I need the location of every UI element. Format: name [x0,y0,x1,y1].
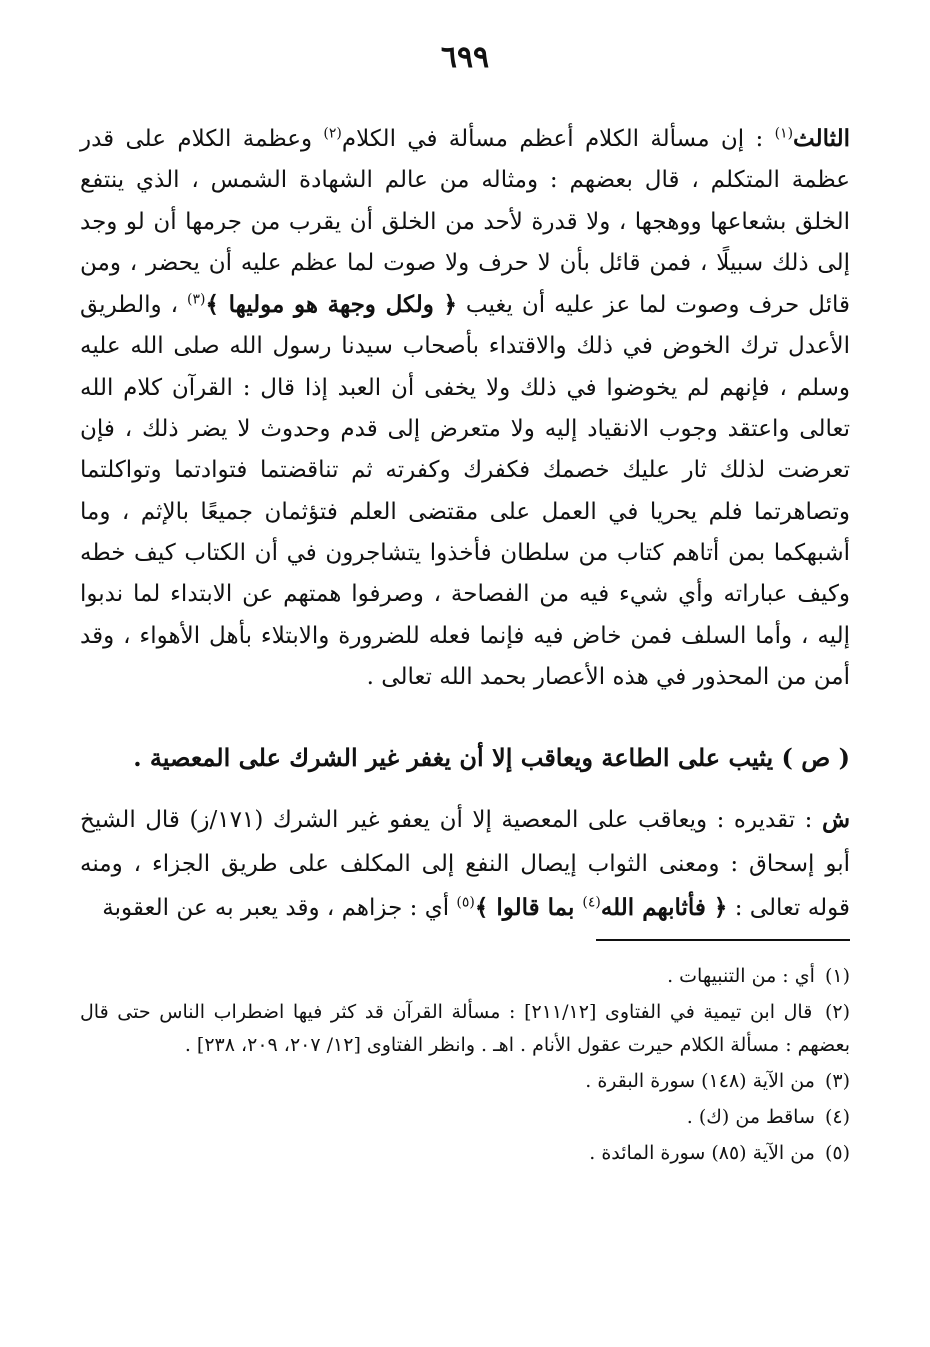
footnote-text: قال ابن تيمية في الفتاوى [٢١١/١٢] : مسألة القرآن قد كثر فيها اضطراب الناس حتى قال بعضهم : مسألة الكلام حيرت عقول الأنام . اهـ . وانظر الفتاوى [١٢/ ٢٠٧، ٢٠٩، ٢٣٨] . [80,1001,850,1056]
footnote-ref-5[interactable]: (٥) [456,894,475,911]
footnote-number: (١) [824,965,850,987]
footnote-text: من الآية (٨٥) سورة المائدة . [589,1142,815,1164]
footnote-item [80,996,850,1062]
section-lead-word: الثالث [793,125,850,152]
section-1-paragraph [80,118,850,698]
sharh-text [80,798,850,930]
sharh-text-part-2: أي : جزاهم ، وقد يعبر به عن العقوبة [102,895,457,921]
section-1-text-part-3: ، والطريق الأعدل ترك الخوض في ذلك والاقتداء بأصحاب سيدنا رسول الله صلى الله عليه وسلم ، فإنهم لم يخوضوا في ذلك ولا يخفى أن العبد إذا قال : القرآن كلام الله تعالى واعتقد وجوب الانقياد إليه ولا متعرض إلى قدم وحدوث لا يضر ذلك ، فإن تعرضت لذلك ثار عليك خصمك فكفرك وكفرته ثم تناقضتما فتوادتما وتواكلتما وتصاهرتما فلم يحريا في العمل على مقتضى العلم فتؤثمان جميعًا بالإثم ، وما أشبهكما بمن أتاهم كتاب من سلطان فأخذوا يتشاجرون في أن الكتاب كيف خطه وكيف عباراته وأي شيء فيه من الفصاحة ، وصرفوا همتهم عن الابتداء لما ندبوا إليه ، وأما السلف فمن خاض فيه فإنما فعله للضرورة والابتلاء بأهل الأهواء ، وقد أمن من المحذور في هذه الأعصار بحمد الله تعالى . [80,292,850,690]
section-1-text-part-2: وعظمة الكلام على قدر عظمة المتكلم ، قال بعضهم : ومثاله من عالم الشهادة الشمس ، الذي ينتفع الخلق بشعاعها ووهجها ، ولا قدرة لأحد من الخلق أن يقرب من جرمها أن لو وجد إلى ذلك سبيلًا ، فمن قائل بأن لا حرف ولا صوت لما عظم عليه أن يحضر ، ومن قائل حرف وصوت لما عز عليه أن يغيب [80,126,850,319]
sharh-lead-letter: ش [821,806,851,833]
footnote-ref-3[interactable]: (٣) [186,291,206,308]
footnote-text: ساقط من (ك) . [686,1106,815,1128]
quran-verse-2a: ﴿ فأثابهم الله [600,894,728,921]
section-1-text [80,118,850,698]
footnote-ref-1[interactable]: (١) [774,125,794,142]
footnote-number: (٣) [824,1070,850,1092]
sharh-text-part-1: : تقديره : ويعاقب على المعصية إلا أن يعفو غير الشرك (١٧١/ز) قال الشيخ أبو إسحاق : ومعنى الثواب إيصال النفع إلى المكلف على طريق الجزاء ، ومنه قوله تعالى : [80,807,850,921]
sharh-paragraph [80,798,850,930]
footnote-number: (٢) [824,1001,850,1023]
footnote-item [80,960,850,993]
footnote-item [80,1137,850,1170]
footnote-text: من الآية (١٤٨) سورة البقرة . [585,1070,815,1092]
footnote-separator [596,939,850,941]
footnote-number: (٤) [824,1106,850,1128]
section-1-text-part-1: : إن مسألة الكلام أعظم مسألة في الكلام [341,126,775,152]
footnote-item [80,1065,850,1098]
footnote-text: أي : من التنبيهات . [667,965,815,987]
quran-verse-1: ﴿ ولكل وجهة هو موليها ﴾ [205,291,457,319]
footnote-ref-4[interactable]: (٤) [582,894,601,911]
matn-heading: ( ص ) يثيب على الطاعة ويعاقب إلا أن يغفر غير الشرك على المعصية . [133,743,850,772]
footnotes-list [80,960,850,1173]
footnote-number: (٥) [824,1142,850,1164]
quran-verse-2b: بما قالوا ﴾ [474,894,583,921]
footnote-ref-2[interactable]: (٢) [323,125,342,142]
footnote-item [80,1101,850,1134]
page-number: ٦٩٩ [440,40,490,75]
